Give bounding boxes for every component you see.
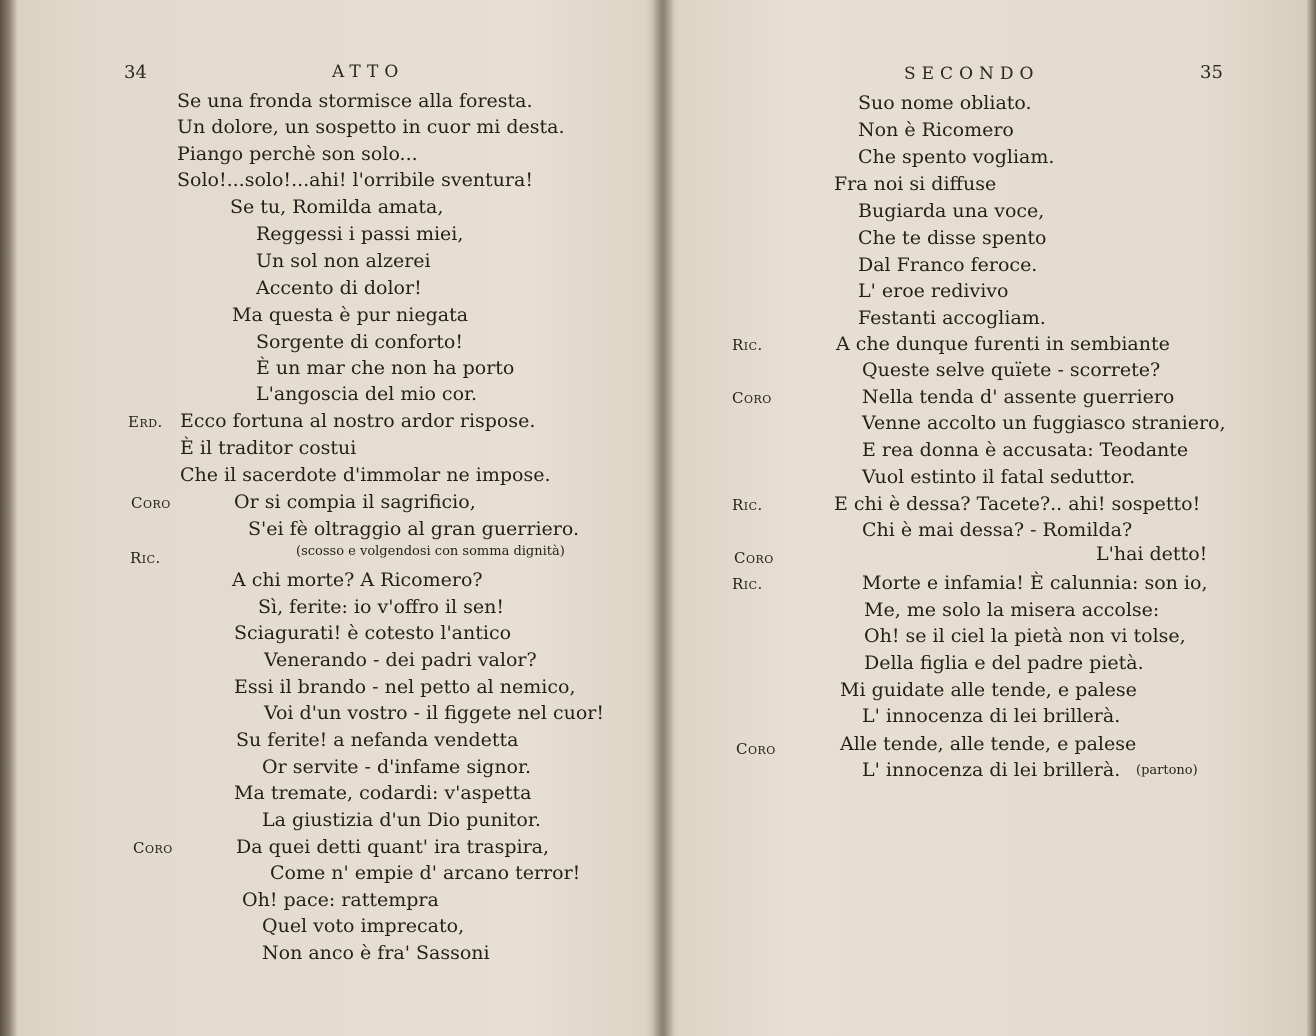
verse-line: Su ferite! a nefanda vendetta — [236, 729, 519, 751]
verse-line: Sorgente di conforto! — [256, 331, 463, 353]
verse-line: S'ei fè oltraggio al gran guerriero. — [248, 518, 580, 540]
verse-line: Che spento vogliam. — [858, 146, 1055, 168]
verse-line: Or servite - d'infame signor. — [262, 756, 532, 778]
verse-line: Oh! se il ciel la pietà non vi tolse, — [864, 625, 1186, 647]
verse-line: Ma tremate, codardi: v'aspetta — [234, 782, 532, 804]
verse-line: Quel voto imprecato, — [262, 915, 465, 937]
verse-line: Un sol non alzerei — [256, 250, 431, 272]
verse-line: Oh! pace: rattempra — [242, 889, 439, 911]
verse-line: Or si compia il sagrificio, — [234, 491, 476, 513]
speaker-label: Coro — [736, 740, 776, 758]
verse-line: Venerando - dei padri valor? — [264, 649, 537, 671]
verse-line: Alle tende, alle tende, e palese — [840, 733, 1137, 755]
speaker-label: Coro — [131, 494, 171, 512]
verse-line: Non è Ricomero — [858, 119, 1014, 141]
verse-line: Sì, ferite: io v'offro il sen! — [258, 596, 504, 618]
verse-line: Ecco fortuna al nostro ardor rispose. — [180, 410, 536, 432]
verse-line: La giustizia d'un Dio punitor. — [262, 809, 541, 831]
verse-line: Se una fronda stormisce alla foresta. — [177, 90, 533, 112]
running-header: SECONDO — [904, 64, 1040, 84]
verse-line: L' innocenza di lei brillerà. — [862, 705, 1121, 727]
speaker-label: Ric. — [130, 549, 161, 567]
speaker-label: Coro — [732, 389, 772, 407]
verse-line: Se tu, Romilda amata, — [230, 196, 444, 218]
speaker-label: Ric. — [732, 336, 763, 354]
verse-line: A chi morte? A Ricomero? — [232, 569, 483, 591]
verse-line: E rea donna è accusata: Teodante — [862, 439, 1189, 461]
verse-line: Nella tenda d' assente guerriero — [862, 386, 1175, 408]
verse-line: Venne accolto un fuggiasco straniero, — [862, 412, 1226, 434]
verse-line: L'angoscia del mio cor. — [256, 383, 478, 405]
right-page — [668, 0, 1316, 1036]
verse-line: Me, me solo la misera accolse: — [864, 599, 1160, 621]
verse-line: E chi è dessa? Tacete?.. ahi! sospetto! — [834, 493, 1201, 515]
speaker-label: Erd. — [128, 413, 163, 431]
verse-line: Ma questa è pur niegata — [232, 304, 469, 326]
verse-line: Sciagurati! è cotesto l'antico — [234, 622, 512, 644]
verse-line: Mi guidate alle tende, e palese — [840, 679, 1137, 701]
verse-line: Solo!...solo!...ahi! l'orribile sventura! — [177, 169, 533, 191]
speaker-label: Ric. — [732, 575, 763, 593]
verse-line: Morte e infamia! È calunnia: son io, — [862, 572, 1208, 594]
verse-line: Vuol estinto il fatal seduttor. — [862, 466, 1136, 488]
page-number: 34 — [124, 62, 147, 83]
verse-line: A che dunque furenti in sembiante — [836, 333, 1170, 355]
verse-line: Suo nome obliato. — [858, 92, 1032, 114]
verse-line: Da quei detti quant' ira traspira, — [236, 836, 550, 858]
verse-line: Queste selve quïete - scorrete? — [862, 359, 1161, 381]
verse-line: Voi d'un vostro - il figgete nel cuor! — [264, 702, 604, 724]
verse-line: Un dolore, un sospetto in cuor mi desta. — [177, 116, 565, 138]
verse-line: Accento di dolor! — [256, 277, 422, 299]
verse-line: L' innocenza di lei brillerà. — [862, 759, 1121, 781]
verse-line: L'hai detto! — [1096, 543, 1208, 565]
verse-line: Chi è mai dessa? - Romilda? — [862, 519, 1133, 541]
verse-line: È il traditor costui — [180, 437, 357, 459]
stage-direction: (partono) — [1136, 763, 1198, 778]
verse-line: Piango perchè son solo... — [177, 143, 418, 165]
verse-line: Bugiarda una voce, — [858, 200, 1045, 222]
verse-line: Che te disse spento — [858, 227, 1047, 249]
verse-line: Non anco è fra' Sassoni — [262, 942, 490, 964]
verse-line: Che il sacerdote d'immolar ne impose. — [180, 464, 551, 486]
verse-line: L' eroe redivivo — [858, 280, 1009, 302]
verse-line: Reggessi i passi miei, — [256, 223, 464, 245]
verse-line: È un mar che non ha porto — [256, 357, 515, 379]
verse-line: Essi il brando - nel petto al nemico, — [234, 676, 576, 698]
running-header: ATTO — [332, 62, 405, 82]
stage-direction: (scosso e volgendosi con somma dignità) — [296, 544, 565, 559]
verse-line: Dal Franco feroce. — [858, 254, 1038, 276]
speaker-label: Coro — [734, 549, 774, 567]
verse-line: Della figlia e del padre pietà. — [864, 652, 1144, 674]
speaker-label: Ric. — [732, 496, 763, 514]
verse-line: Come n' empie d' arcano terror! — [270, 862, 581, 884]
speaker-label: Coro — [133, 839, 173, 857]
verse-line: Fra noi si diffuse — [834, 173, 997, 195]
verse-line: Festanti accogliam. — [858, 307, 1046, 329]
page-number: 35 — [1200, 62, 1223, 83]
